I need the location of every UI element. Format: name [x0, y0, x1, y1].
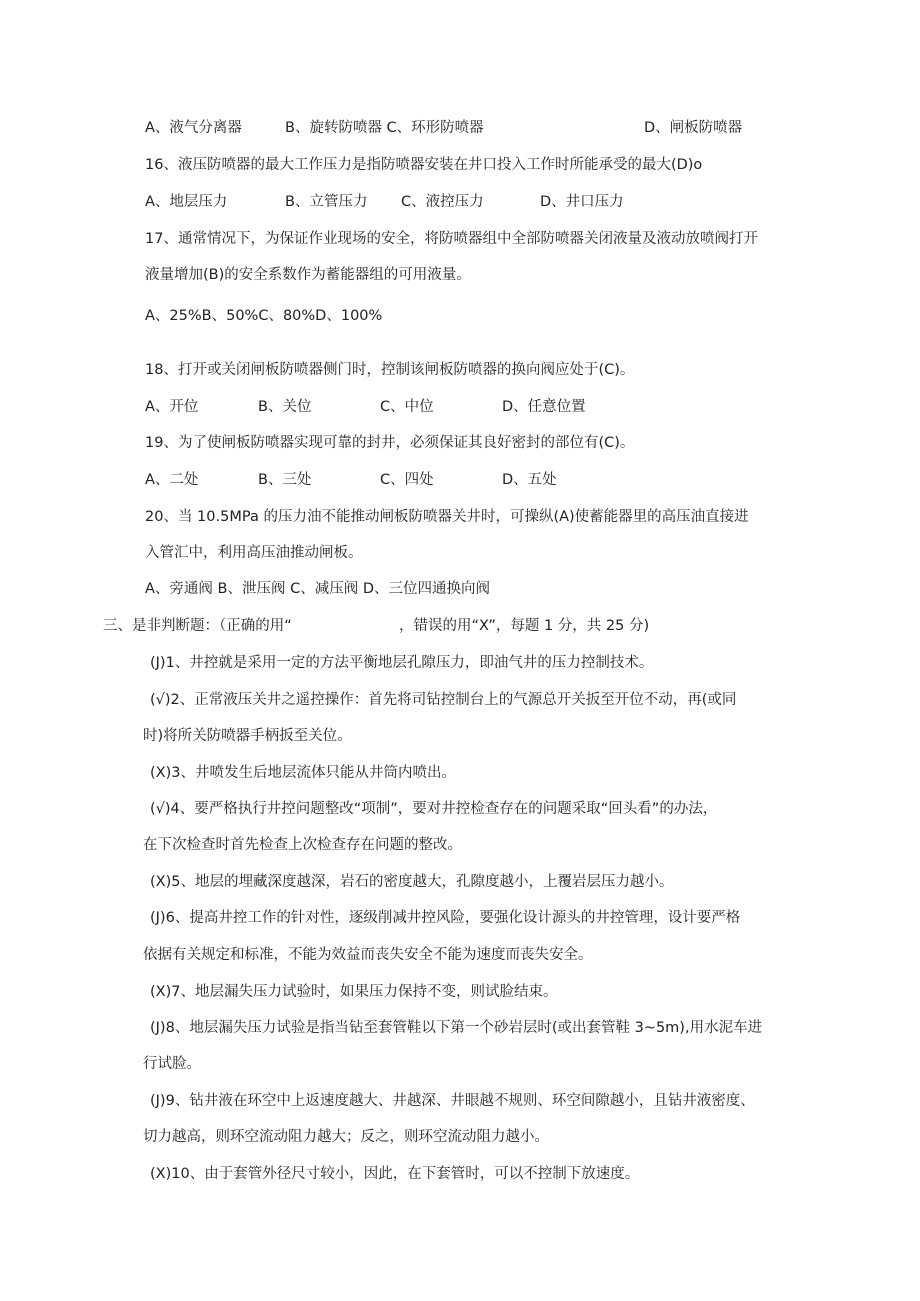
section-3-heading-part2: ，错误的用“X”，每题 1 分，共 25 分)	[399, 618, 650, 634]
judgement-3-line1: (X)3、井喷发生后地层流体只能从井筒内喷出。	[150, 765, 456, 781]
q19-option-d: D、五处	[502, 472, 557, 488]
judgement-4-line1: (√)4、要严格执行井控问题整改“项制”，要对井控检查存在的问题采取“回头看”的办法，	[150, 801, 718, 817]
q20-options: A、旁通阀 B、泄压阀 C、减压阀 D、三位四通换向阀	[145, 581, 490, 597]
judgement-10-line1: (X)10、由于套管外径尺寸较小，因此，在下套管时，可以不控制下放速度。	[150, 1166, 640, 1182]
q16-option-a: A、地层压力	[145, 194, 228, 210]
q19-stem: 19、为了使闸板防喷器实现可靠的封井，必须保证其良好密封的部位有(C)。	[145, 435, 635, 451]
judgement-6-line2: 依据有关规定和标准，不能为效益而丧失安全不能为速度而丧失安全。	[143, 947, 593, 963]
q18-option-b: B、关位	[258, 399, 312, 415]
q17-stem-line1: 17、通常情况下，为保证作业现场的安全，将防喷器组中全部防喷器关闭液量及液动放喷阀打开	[145, 231, 758, 247]
judgement-1-line1: (J)1、井控就是采用一定的方法平衡地层孔隙压力，即油气井的压力控制技术。	[150, 655, 654, 671]
q20-stem-line2: 入管汇中，利用高压油推动闸板。	[145, 545, 363, 561]
q15-option-a: A、液气分离器	[145, 120, 242, 136]
judgement-8-line1: (J)8、地层漏失压力试验是指当钻至套管鞋以下第一个砂岩层时(或出套管鞋 3~5m),用水泥车进	[150, 1020, 763, 1036]
q18-option-c: C、中位	[380, 399, 434, 415]
judgement-5-line1: (X)5、地层的埋藏深度越深，岩石的密度越大，孔隙度越小，上覆岩层压力越小。	[150, 874, 674, 890]
q19-option-b: B、三处	[258, 472, 312, 488]
section-3-heading-part1: 三、是非判断题：（正确的用“	[103, 618, 292, 634]
q20-stem-line1: 20、当 10.5MPa 的压力油不能推动闸板防喷器关井时，可操纵(A)使蓄能器里的高压油直接进	[145, 509, 749, 525]
q17-options: A、25%B、50%C、80%D、100%	[145, 308, 383, 324]
judgement-2-line1: (√)2、正常液压关井之遥控操作：首先将司钻控制台上的气源总开关扳至开位不动，再(或同	[150, 692, 737, 708]
q19-option-c: C、四处	[380, 472, 434, 488]
judgement-7-line1: (X)7、地层漏失压力试验时，如果压力保持不变，则试脸结束。	[150, 984, 558, 1000]
judgement-9-line1: (J)9、钻井液在环空中上返速度越大、井越深、井眼越不规则、环空间隙越小，且钻井液密度、	[150, 1093, 755, 1109]
q18-stem: 18、打开或关闭闸板防喷器侧门时，控制该闸板防喷器的换向阀应处于(C)。	[145, 362, 635, 378]
q16-option-b: B、立管压力	[285, 194, 368, 210]
q18-option-d: D、任意位置	[502, 399, 586, 415]
q15-option-bc: B、旋转防喷器 C、环形防喷器	[285, 120, 484, 136]
judgement-4-line2: 在下次检查时首先检查上次检查存在问题的整改。	[143, 837, 462, 853]
q16-option-d: D、井口压力	[540, 194, 624, 210]
q15-option-d: D、闸板防喷器	[644, 120, 743, 136]
judgement-9-line2: 切力越高，则环空流动阻力越大；反之，则环空流动阻力越小。	[143, 1129, 549, 1145]
judgement-6-line1: (J)6、提高井控工作的针对性，逐级削减井控风险，要强化设计源头的井控管理，设计要严格	[150, 910, 741, 926]
q16-stem: 16、液压防喷器的最大工作压力是指防喷器安装在井口投入工作时所能承受的最大(D)o	[145, 157, 703, 173]
judgement-2-line2: 时)将所关防喷器手柄扳至关位。	[143, 728, 352, 744]
q17-stem-line2: 液量增加(B)的安全系数作为蓄能器组的可用液量。	[145, 267, 471, 283]
q18-option-a: A、开位	[145, 399, 199, 415]
judgement-8-line2: 行试脸。	[143, 1056, 201, 1072]
q19-option-a: A、二处	[145, 472, 199, 488]
q16-option-c: C、液控压力	[401, 194, 484, 210]
